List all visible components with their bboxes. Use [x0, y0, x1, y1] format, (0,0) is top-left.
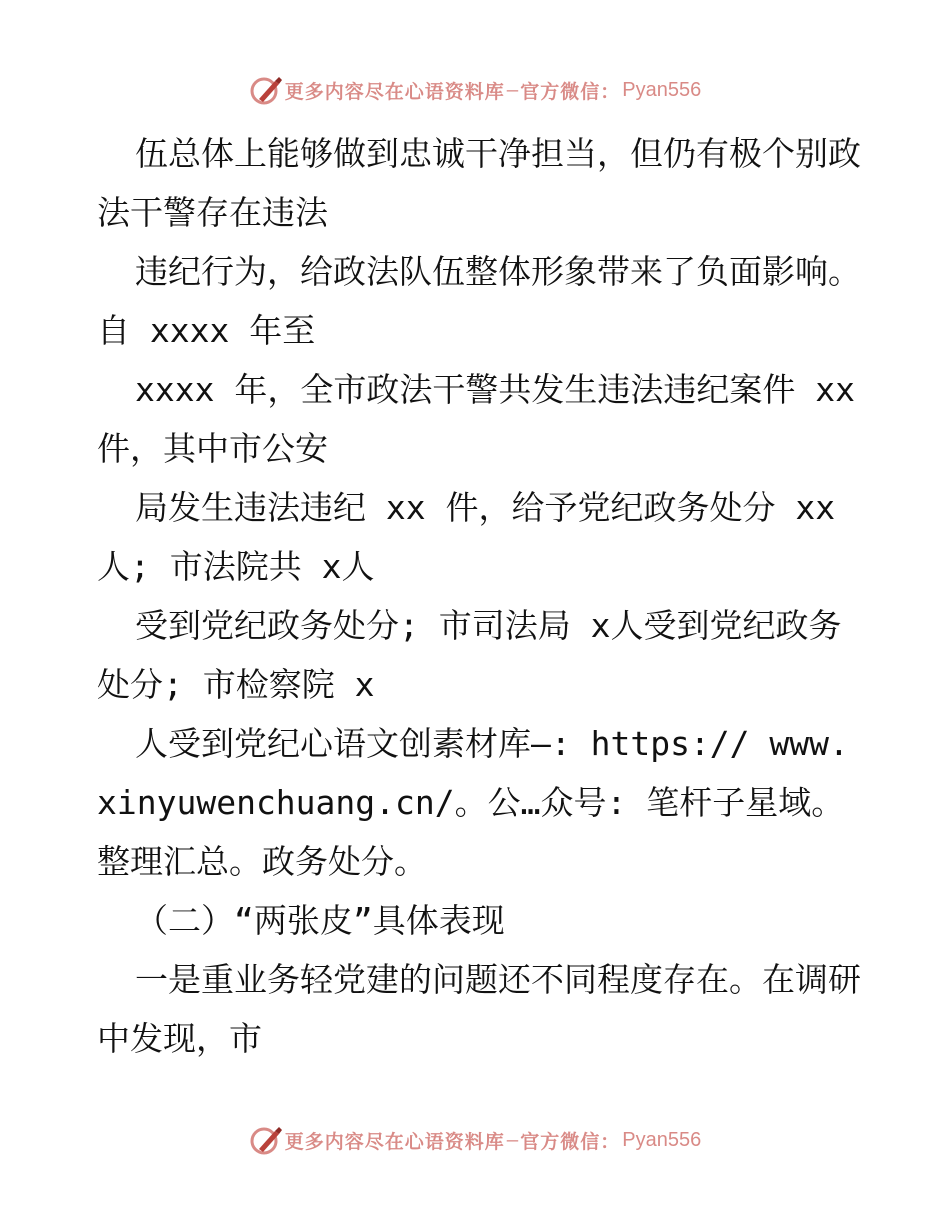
banner-dash: —	[506, 79, 519, 101]
pen-logo-icon	[249, 1123, 283, 1157]
banner-wechat-id: Pyan556	[622, 78, 702, 101]
banner-title: 更多内容尽在心语资料库	[284, 1130, 505, 1153]
banner-dash: —	[506, 1129, 519, 1151]
paragraph: xxxx 年，全市政法干警共发生违法违纪案件 xx 件，其中市公安	[97, 370, 875, 468]
header-watermark-banner	[0, 72, 950, 108]
paragraph: 人受到党纪心语文创素材库—: https:// www.xinyuwenchuang.cn/。公…众号: 笔杆子星域。整理汇总。政务处分。	[97, 724, 849, 881]
paragraph: 一是重业务轻党建的问题还不同程度存在。在调研中发现，市	[97, 960, 861, 1058]
pen-logo-icon	[249, 73, 283, 107]
paragraph: 违纪行为，给政法队伍整体形象带来了负面影响。自 xxxx 年至	[97, 252, 861, 350]
banner-wechat-label: 官方微信：	[520, 1130, 621, 1153]
section-heading: （二）“两张皮”具体表现	[135, 901, 505, 940]
banner-title: 更多内容尽在心语资料库	[284, 80, 505, 103]
document-body	[97, 124, 875, 1068]
footer-watermark-banner	[0, 1122, 950, 1158]
paragraph: 伍总体上能够做到忠诚干净担当，但仍有极个别政法干警存在违法	[97, 134, 861, 232]
banner-wechat-id: Pyan556	[622, 1128, 702, 1151]
paragraph: 受到党纪政务处分; 市司法局 x人受到党纪政务处分; 市检察院 x	[97, 606, 842, 704]
banner-wechat-label: 官方微信：	[520, 80, 621, 103]
paragraph: 局发生违法违纪 xx 件，给予党纪政务处分 xx 人; 市法院共 x人	[97, 488, 855, 586]
